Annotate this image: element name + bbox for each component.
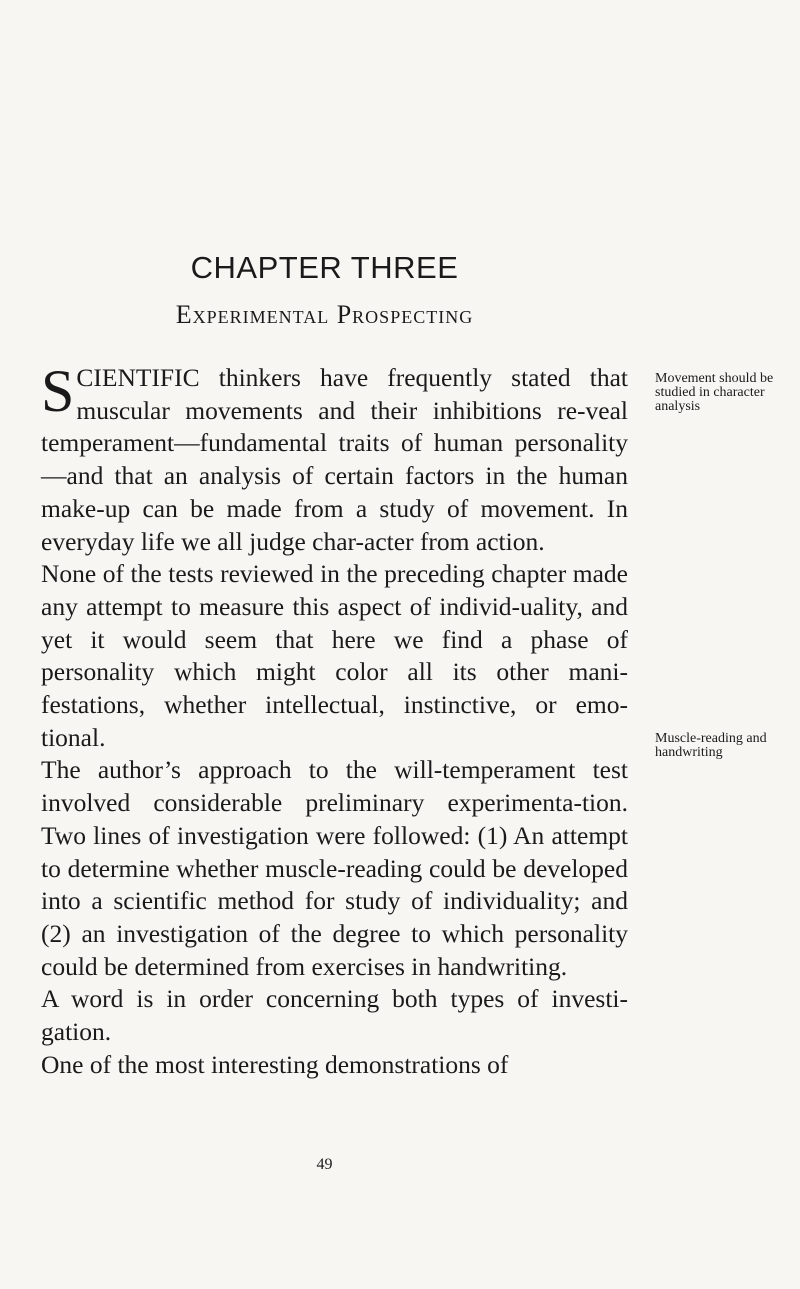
chapter-title: Experimental Prospecting <box>175 300 474 329</box>
chapter-number: CHAPTER THREE <box>190 250 459 285</box>
margin-note-movement: Movement should be studied in character analysis <box>655 371 774 414</box>
paragraph-2: None of the tests reviewed in the preceding chapter made any attempt to measure this aspect of individ-uality, and yet it would seem that here we find a phase of personality which might color all its other mani-festations, whether intellectual, instinctive, or emo-tional. <box>41 559 628 752</box>
body-text <box>41 358 628 1081</box>
paragraph-4: A word is in order concerning both types of investi-gation. <box>41 984 628 1047</box>
margin-note-muscle-reading: Muscle-reading and handwriting <box>655 731 767 760</box>
paragraph-3: The author’s approach to the will-temperament test involved considerable preliminary experimenta-tion. Two lines of investigation were followed: (1) An attempt to determine whether muscle-reading could be developed into a scientific method for study of individuality; and (2) an investigation of the degree to which personality could be determined from exercises in handwriting. <box>41 755 628 981</box>
paragraph-1: SCIENTIFIC thinkers have frequently stated that muscular movements and their inhibitions re-veal temperament—fundamental traits of human personality—and that an analysis of certain factors in the human make-up can be made from a study of movement. In everyday life we all judge char-acter from action. <box>41 358 628 556</box>
paragraph-5: One of the most interesting demonstrations of <box>41 1049 509 1079</box>
page-number: 49 <box>316 1156 333 1173</box>
